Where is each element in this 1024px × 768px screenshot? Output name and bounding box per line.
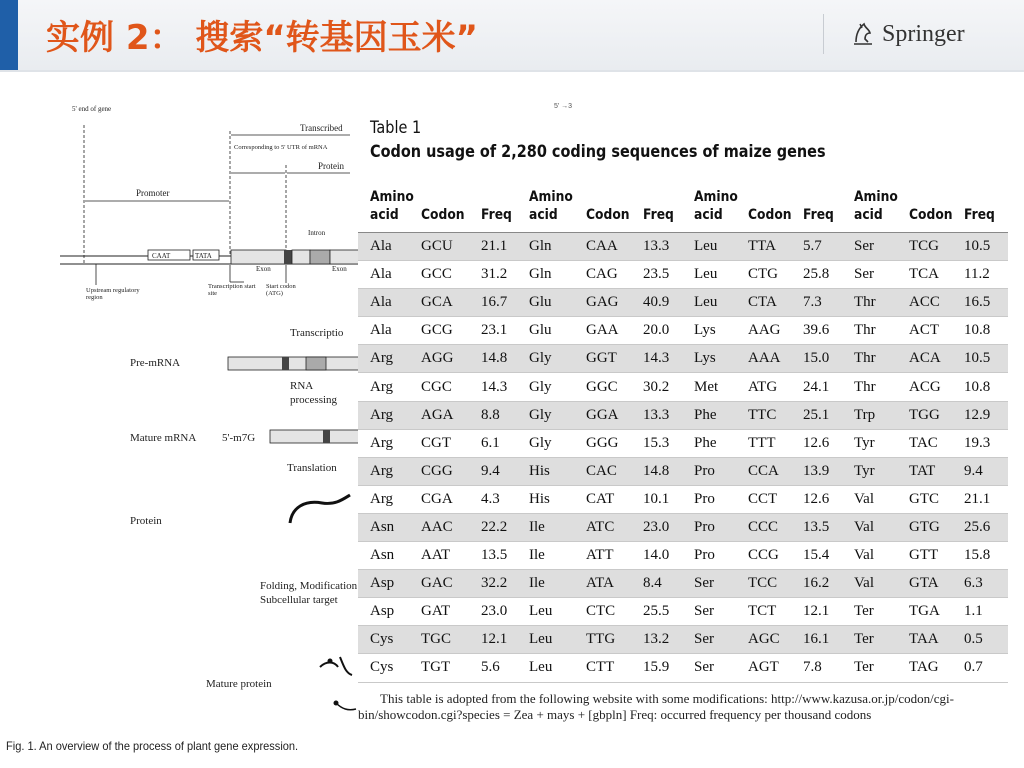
- table-cell: 15.0: [803, 345, 854, 373]
- label-promoter: Promoter: [136, 188, 170, 198]
- table-footnote: [358, 691, 1008, 723]
- header-freq-2: Freq: [643, 207, 674, 223]
- table-cell: GTC: [909, 485, 964, 513]
- table-cell: 13.2: [643, 626, 694, 654]
- table-cell: CTT: [586, 654, 643, 682]
- table-cell: 23.0: [481, 598, 529, 626]
- table-cell: 25.6: [964, 513, 1008, 541]
- table-cell: 25.1: [803, 401, 854, 429]
- table-cell: 15.8: [964, 542, 1008, 570]
- table-cell: CGA: [421, 485, 481, 513]
- table-cell: Arg: [358, 429, 421, 457]
- table-cell: AAC: [421, 513, 481, 541]
- table-cell: Thr: [854, 317, 909, 345]
- table-label: Table 1: [370, 118, 422, 138]
- table-cell: Pro: [694, 542, 748, 570]
- table-row: [358, 429, 1008, 457]
- table-cell: 13.5: [481, 542, 529, 570]
- table-cell: 0.5: [964, 626, 1008, 654]
- header-freq-3: Freq: [803, 207, 834, 223]
- slide-title: 实例 2： 搜索“转基因玉米”: [46, 18, 479, 58]
- table-cell: 39.6: [803, 317, 854, 345]
- table-cell: Ile: [529, 513, 586, 541]
- table-cell: CAC: [586, 457, 643, 485]
- table-cell: 23.5: [643, 261, 694, 289]
- table-cell: 6.3: [964, 570, 1008, 598]
- table-cell: Leu: [529, 654, 586, 682]
- table-cell: TCT: [748, 598, 803, 626]
- gene-expression-figure: [0, 95, 360, 768]
- table-cell: TTA: [748, 233, 803, 261]
- header-codon-1: Codon: [421, 207, 465, 223]
- table-cell: Ile: [529, 570, 586, 598]
- label-caat: CAAT: [152, 252, 171, 260]
- table-cell: GGG: [586, 429, 643, 457]
- header-codon-4: Codon: [909, 207, 953, 223]
- label-end-of-gene: 5' end of gene: [72, 105, 112, 113]
- table-cell: 7.8: [803, 654, 854, 682]
- label-translation: Translation: [287, 462, 337, 474]
- table-cell: Ala: [358, 317, 421, 345]
- table-row: [358, 233, 1008, 261]
- table-cell: ATG: [748, 373, 803, 401]
- table-row: [358, 542, 1008, 570]
- label-corresponding: Corresponding to 5' UTR of mRNA: [234, 144, 328, 151]
- table-cell: Val: [854, 542, 909, 570]
- table-cell: 10.8: [964, 317, 1008, 345]
- label-tata: TATA: [195, 252, 212, 260]
- header-accent-bar: [0, 0, 18, 70]
- table-row: [358, 401, 1008, 429]
- table-cell: TAC: [909, 429, 964, 457]
- table-row: [358, 598, 1008, 626]
- table-cell: Arg: [358, 401, 421, 429]
- header-codon-2: Codon: [586, 207, 630, 223]
- table-cell: Cys: [358, 654, 421, 682]
- table-cell: Lys: [694, 345, 748, 373]
- table-row: [358, 261, 1008, 289]
- table-cell: Ala: [358, 261, 421, 289]
- table-cell: TCA: [909, 261, 964, 289]
- slide-header: [0, 0, 1024, 72]
- header-amino-acid-2: Amino acid: [529, 189, 573, 223]
- table-cell: GCA: [421, 289, 481, 317]
- table-title: Codon usage of 2,280 coding sequences of maize genes: [370, 142, 826, 162]
- table-cell: 14.3: [643, 345, 694, 373]
- table-cell: AGA: [421, 401, 481, 429]
- table-cell: 14.8: [643, 457, 694, 485]
- table-cell: Pro: [694, 513, 748, 541]
- table-cell: CAT: [586, 485, 643, 513]
- table-cell: GGA: [586, 401, 643, 429]
- table-cell: AGC: [748, 626, 803, 654]
- table-cell: Cys: [358, 626, 421, 654]
- table-cell: 16.2: [803, 570, 854, 598]
- table-cell: CGC: [421, 373, 481, 401]
- label-intron: Intron: [308, 229, 326, 237]
- table-row: [358, 654, 1008, 682]
- table-cell: TCG: [909, 233, 964, 261]
- table-cell: Asp: [358, 570, 421, 598]
- table-cell: CGT: [421, 429, 481, 457]
- table-cell: 15.3: [643, 429, 694, 457]
- table-cell: 12.1: [481, 626, 529, 654]
- table-cell: 5.7: [803, 233, 854, 261]
- table-cell: TTC: [748, 401, 803, 429]
- table-cell: 10.8: [964, 373, 1008, 401]
- table-cell: TTT: [748, 429, 803, 457]
- label-rna-processing: RNA processing: [290, 380, 338, 406]
- table-row: [358, 345, 1008, 373]
- header-freq-4: Freq: [964, 207, 995, 223]
- table-cell: TGG: [909, 401, 964, 429]
- table-cell: ATA: [586, 570, 643, 598]
- table-cell: 15.9: [643, 654, 694, 682]
- table-cell: Asn: [358, 542, 421, 570]
- label-transcription: Transcriptio: [290, 327, 344, 339]
- table-cell: 14.8: [481, 345, 529, 373]
- table-cell: 6.1: [481, 429, 529, 457]
- table-cell: GTG: [909, 513, 964, 541]
- label-transcribed: Transcribed: [300, 123, 343, 133]
- table-cell: Gln: [529, 233, 586, 261]
- table-cell: ACT: [909, 317, 964, 345]
- table-cell: GCC: [421, 261, 481, 289]
- table-cell: TAT: [909, 457, 964, 485]
- table-cell: ACG: [909, 373, 964, 401]
- table-cell: 13.3: [643, 233, 694, 261]
- table-cell: TTG: [586, 626, 643, 654]
- label-pre-mrna: Pre-mRNA: [130, 357, 181, 369]
- table-cell: Ser: [694, 570, 748, 598]
- table-cell: 4.3: [481, 485, 529, 513]
- table-cell: CTC: [586, 598, 643, 626]
- table-cell: CAA: [586, 233, 643, 261]
- table-cell: 10.5: [964, 345, 1008, 373]
- header-amino-acid-1: Amino acid: [370, 189, 414, 223]
- label-upstream: Upstream regulatory region: [86, 287, 140, 301]
- label-mature-protein: Mature protein: [206, 678, 272, 690]
- table-cell: Asn: [358, 513, 421, 541]
- table-cell: 12.9: [964, 401, 1008, 429]
- label-protein-region: Protein: [318, 161, 344, 171]
- table-cell: Arg: [358, 457, 421, 485]
- label-tss: Transcription start site: [208, 283, 256, 297]
- table-cell: 30.2: [643, 373, 694, 401]
- table-cell: AAG: [748, 317, 803, 345]
- table-cell: Ser: [854, 261, 909, 289]
- table-cell: 5.6: [481, 654, 529, 682]
- table-cell: 16.7: [481, 289, 529, 317]
- table-cell: 21.1: [481, 233, 529, 261]
- table-cell: 0.7: [964, 654, 1008, 682]
- table-cell: ATC: [586, 513, 643, 541]
- table-cell: ACA: [909, 345, 964, 373]
- table-cell: 20.0: [643, 317, 694, 345]
- table-cell: Pro: [694, 485, 748, 513]
- figure-caption: Fig. 1. An overview of the process of plant gene expression.: [6, 739, 299, 753]
- table-header-row: [358, 186, 1008, 233]
- table-cell: Gly: [529, 401, 586, 429]
- table-cell: GAC: [421, 570, 481, 598]
- springer-horse-icon: [850, 20, 876, 48]
- table-row: [358, 513, 1008, 541]
- table-cell: TCC: [748, 570, 803, 598]
- header-amino-acid-3: Amino acid: [694, 189, 738, 223]
- table-cell: AAA: [748, 345, 803, 373]
- table-cell: Val: [854, 485, 909, 513]
- table-cell: 10.1: [643, 485, 694, 513]
- header-amino-acid-4: Amino acid: [854, 189, 898, 223]
- label-cap: 5'-m7G: [222, 432, 256, 444]
- table-cell: Arg: [358, 373, 421, 401]
- table-cell: Ter: [854, 654, 909, 682]
- header-divider: [823, 14, 824, 54]
- table-cell: Arg: [358, 345, 421, 373]
- table-cell: 19.3: [964, 429, 1008, 457]
- table-cell: Ala: [358, 233, 421, 261]
- table-cell: His: [529, 485, 586, 513]
- table-cell: His: [529, 457, 586, 485]
- label-protein: Protein: [130, 515, 162, 527]
- table-cell: Leu: [694, 233, 748, 261]
- table-cell: GAT: [421, 598, 481, 626]
- table-cell: 15.4: [803, 542, 854, 570]
- table-cell: Phe: [694, 429, 748, 457]
- table-cell: 8.4: [643, 570, 694, 598]
- label-folding: Folding, Modification Subcellular target: [260, 580, 358, 606]
- table-cell: Leu: [529, 598, 586, 626]
- table-cell: ACC: [909, 289, 964, 317]
- table-cell: CCG: [748, 542, 803, 570]
- table-cell: 24.1: [803, 373, 854, 401]
- table-cell: Lys: [694, 317, 748, 345]
- table-cell: Gly: [529, 373, 586, 401]
- logo-text: Springer: [882, 20, 965, 47]
- table-cell: Pro: [694, 457, 748, 485]
- table-top-mark: 5' →3: [554, 103, 573, 110]
- table-cell: 22.2: [481, 513, 529, 541]
- table-cell: TGA: [909, 598, 964, 626]
- table-row: [358, 570, 1008, 598]
- table-cell: Gln: [529, 261, 586, 289]
- table-cell: Thr: [854, 289, 909, 317]
- table-cell: Arg: [358, 485, 421, 513]
- label-mature-mrna: Mature mRNA: [130, 432, 197, 444]
- table-cell: 12.1: [803, 598, 854, 626]
- table-cell: Tyr: [854, 429, 909, 457]
- table-cell: Ser: [694, 598, 748, 626]
- label-exon-2: Exon: [332, 265, 347, 273]
- table-row: [358, 317, 1008, 345]
- table-cell: CGG: [421, 457, 481, 485]
- table-cell: 14.3: [481, 373, 529, 401]
- table-cell: 10.5: [964, 233, 1008, 261]
- table-cell: Leu: [694, 289, 748, 317]
- table-row: [358, 485, 1008, 513]
- protein-chain-icon: [290, 495, 350, 523]
- table-cell: 13.9: [803, 457, 854, 485]
- table-cell: AGG: [421, 345, 481, 373]
- table-cell: 23.0: [643, 513, 694, 541]
- table-cell: 9.4: [481, 457, 529, 485]
- table-cell: TGC: [421, 626, 481, 654]
- table-cell: Thr: [854, 373, 909, 401]
- table-cell: CCC: [748, 513, 803, 541]
- table-cell: 12.6: [803, 429, 854, 457]
- table-cell: Ile: [529, 542, 586, 570]
- table-cell: 8.8: [481, 401, 529, 429]
- table-cell: 9.4: [964, 457, 1008, 485]
- table-cell: AGT: [748, 654, 803, 682]
- table-cell: 31.2: [481, 261, 529, 289]
- table-cell: GTT: [909, 542, 964, 570]
- table-cell: Val: [854, 513, 909, 541]
- table-cell: Ser: [694, 654, 748, 682]
- table-cell: CCA: [748, 457, 803, 485]
- table-cell: GAG: [586, 289, 643, 317]
- table-cell: Val: [854, 570, 909, 598]
- folded-protein-icon: [320, 657, 352, 675]
- table-cell: 14.0: [643, 542, 694, 570]
- table-cell: TGT: [421, 654, 481, 682]
- table-cell: TAA: [909, 626, 964, 654]
- table-cell: 12.6: [803, 485, 854, 513]
- table-row: [358, 626, 1008, 654]
- table-cell: ATT: [586, 542, 643, 570]
- table-cell: Phe: [694, 401, 748, 429]
- table-cell: 21.1: [964, 485, 1008, 513]
- table-cell: 25.8: [803, 261, 854, 289]
- table-cell: Glu: [529, 317, 586, 345]
- table-cell: AAT: [421, 542, 481, 570]
- table-row: [358, 457, 1008, 485]
- table-cell: 11.2: [964, 261, 1008, 289]
- table-cell: Ala: [358, 289, 421, 317]
- header-codon-3: Codon: [748, 207, 792, 223]
- table-cell: CTA: [748, 289, 803, 317]
- table-cell: 13.3: [643, 401, 694, 429]
- table-cell: 32.2: [481, 570, 529, 598]
- table-cell: GCU: [421, 233, 481, 261]
- table-cell: 25.5: [643, 598, 694, 626]
- table-cell: Thr: [854, 345, 909, 373]
- codon-table-panel: [358, 98, 1008, 748]
- table-cell: Ser: [694, 626, 748, 654]
- table-cell: Asp: [358, 598, 421, 626]
- table-cell: GTA: [909, 570, 964, 598]
- table-cell: GAA: [586, 317, 643, 345]
- table-cell: 23.1: [481, 317, 529, 345]
- table-cell: Ter: [854, 626, 909, 654]
- table-cell: Ter: [854, 598, 909, 626]
- table-cell: 40.9: [643, 289, 694, 317]
- table-cell: CTG: [748, 261, 803, 289]
- table-cell: GGC: [586, 373, 643, 401]
- table-cell: Leu: [694, 261, 748, 289]
- table-cell: Trp: [854, 401, 909, 429]
- table-cell: 7.3: [803, 289, 854, 317]
- table-row: [358, 289, 1008, 317]
- table-cell: Glu: [529, 289, 586, 317]
- label-start-codon: Start codon (ATG): [266, 283, 296, 297]
- table-row: [358, 373, 1008, 401]
- table-cell: TAG: [909, 654, 964, 682]
- codon-usage-table: [358, 233, 1008, 683]
- table-cell: GCG: [421, 317, 481, 345]
- gene-diagram: [0, 95, 360, 735]
- table-cell: Met: [694, 373, 748, 401]
- table-cell: 1.1: [964, 598, 1008, 626]
- table-cell: 13.5: [803, 513, 854, 541]
- footnote-text: This table is adopted from the following website with some modifications: http://www.kazusa.or.jp/codon/cgi-bin/showcodon.cgi?species = Zea + mays + [gbpln] Freq: occurred frequency per thousand codons: [358, 691, 954, 722]
- table-cell: Tyr: [854, 457, 909, 485]
- springer-logo: [850, 18, 965, 50]
- table-cell: CCT: [748, 485, 803, 513]
- table-cell: Ser: [854, 233, 909, 261]
- table-cell: 16.1: [803, 626, 854, 654]
- table-cell: Gly: [529, 429, 586, 457]
- header-freq-1: Freq: [481, 207, 512, 223]
- table-cell: CAG: [586, 261, 643, 289]
- table-cell: Leu: [529, 626, 586, 654]
- label-exon-1: Exon: [256, 265, 271, 273]
- table-cell: 16.5: [964, 289, 1008, 317]
- table-cell: Gly: [529, 345, 586, 373]
- table-cell: GGT: [586, 345, 643, 373]
